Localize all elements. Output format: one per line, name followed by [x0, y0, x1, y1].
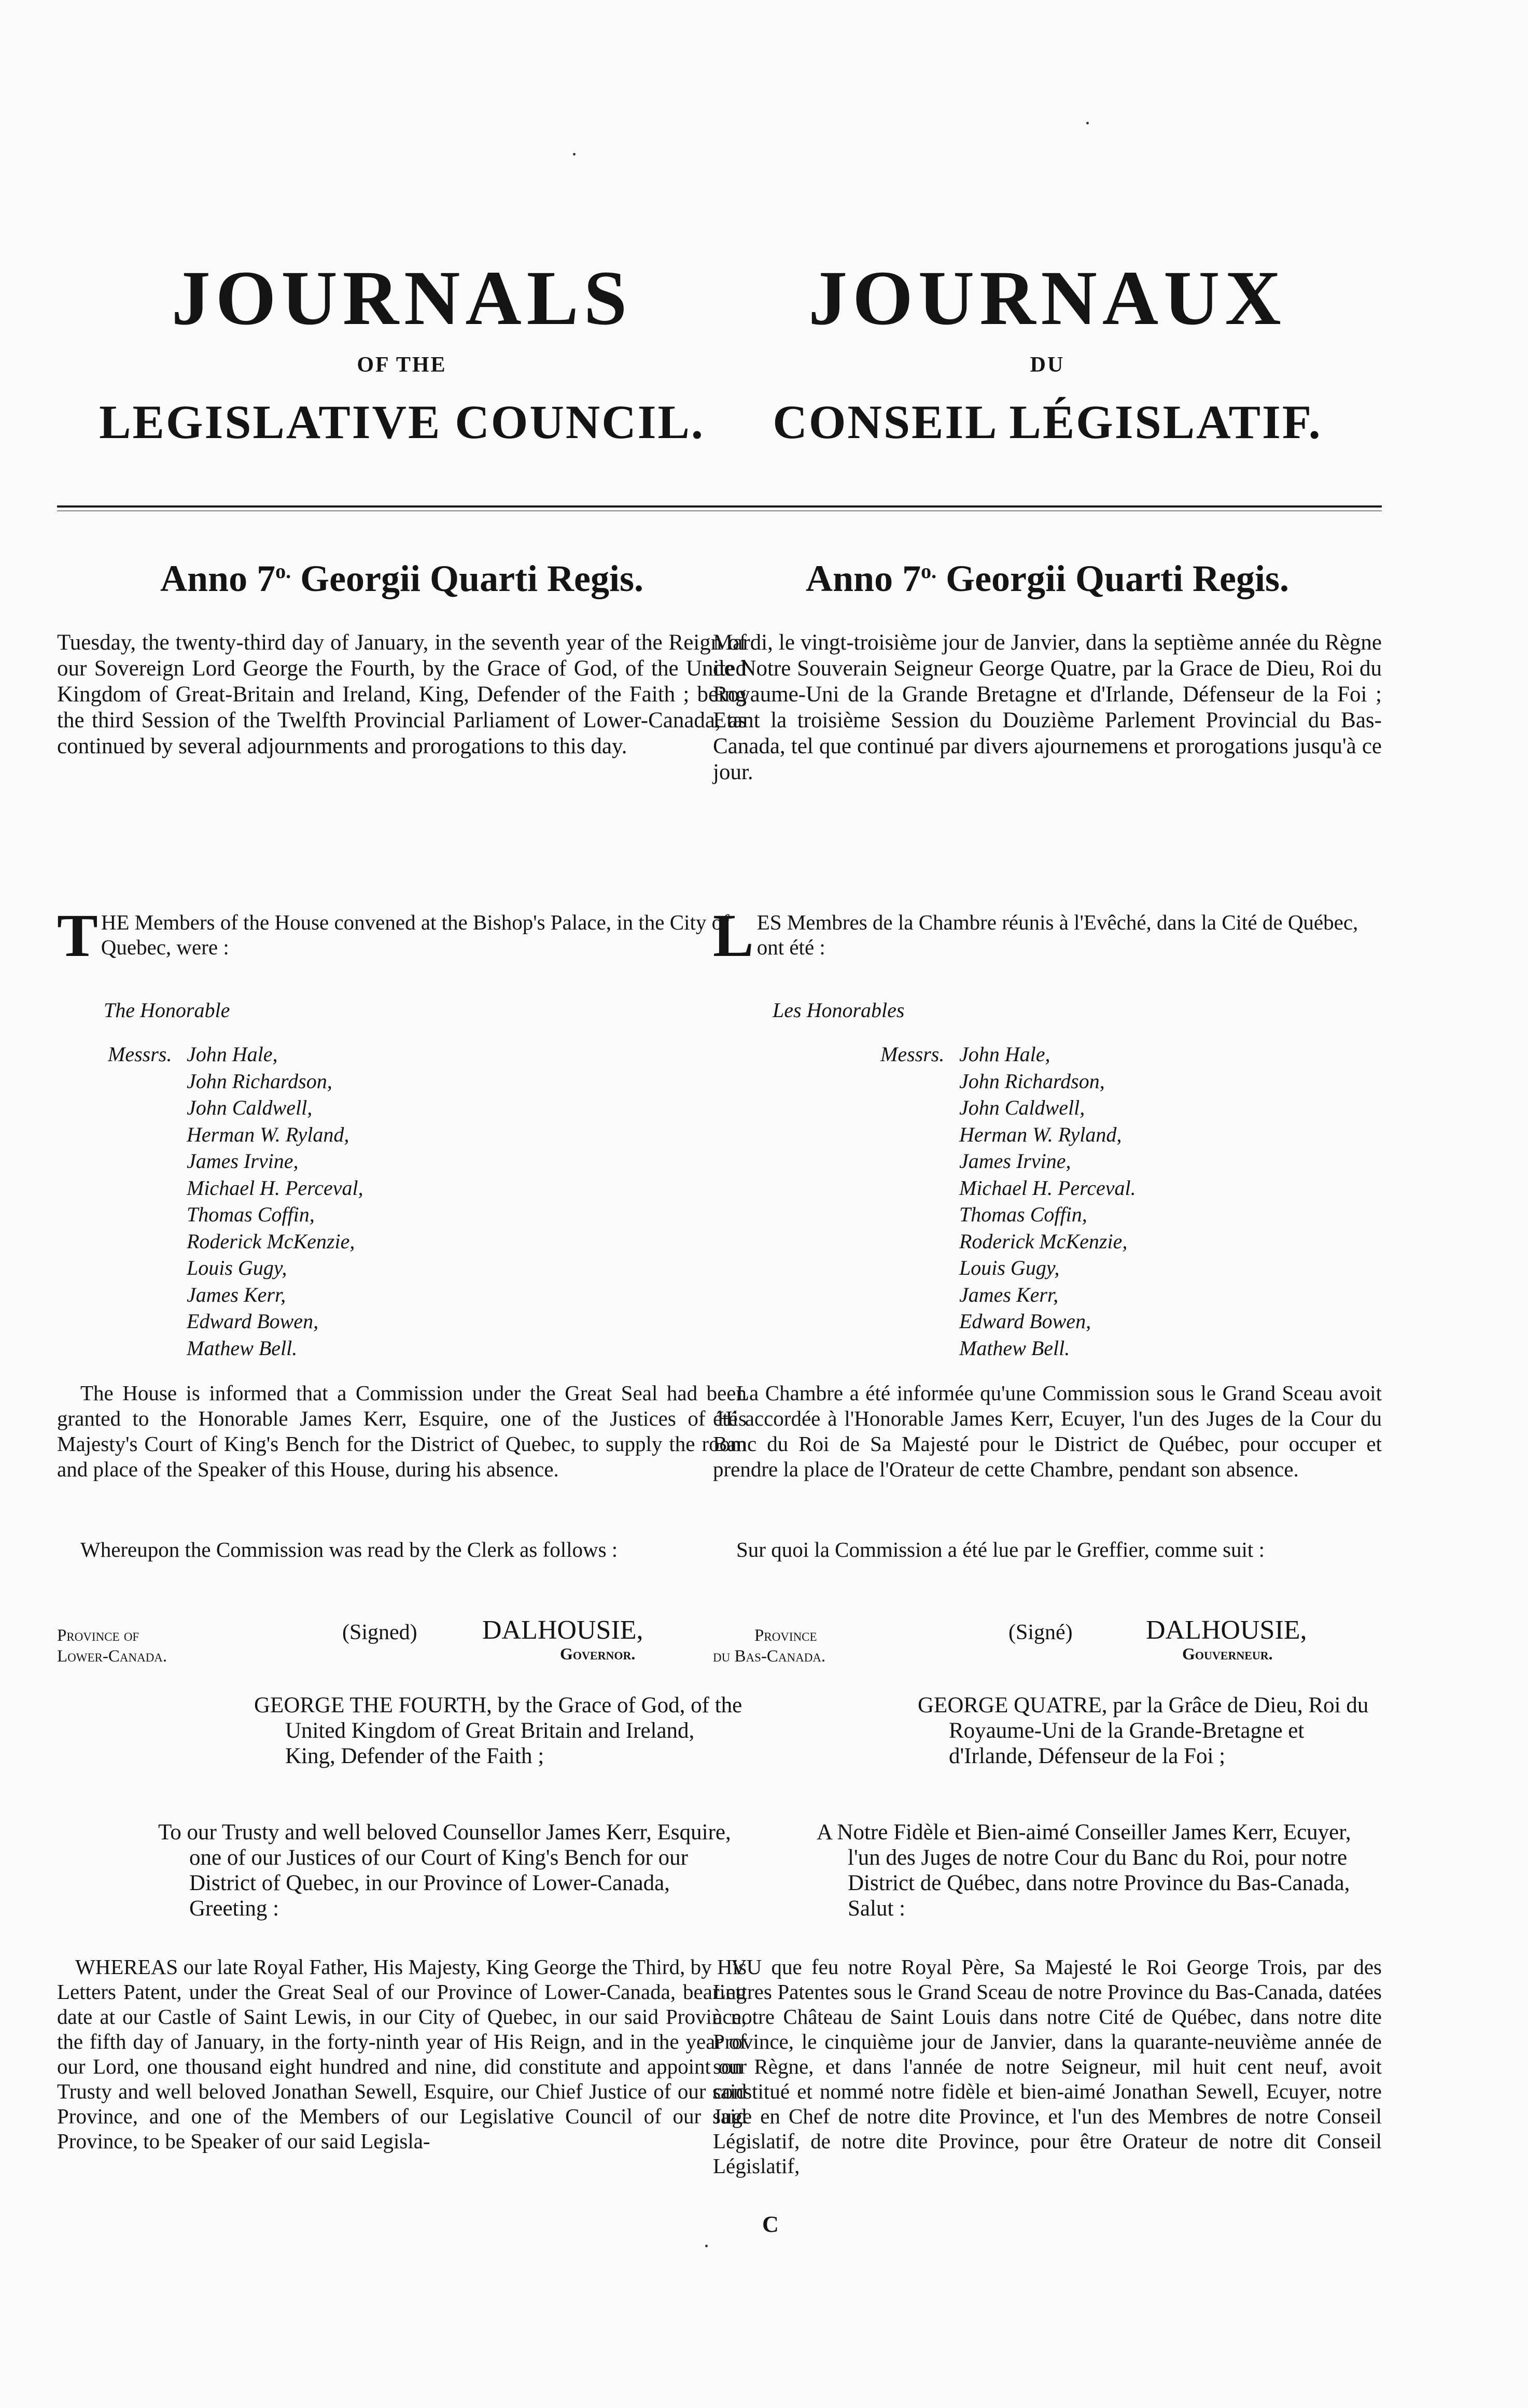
french-dropcap: L: [713, 902, 754, 969]
print-speck: [705, 2245, 708, 2247]
english-governor-name: DALHOUSIE,: [482, 1615, 643, 1645]
member-name: Messrs. John Hale,: [880, 1043, 1050, 1066]
english-preamble: Tuesday, the twenty-third day of January, in the seventh year of the Reign of our Sovereign Lord George the Fourth, by the Grace of God, of the United Kingdom of Great-Britain and Ireland, King, Defender of the Faith ; being the third Session of the Twelfth Provincial Parliament of Lower-Canada, as continued by several adjournments and prorogations to this day.: [57, 630, 747, 758]
member-name: Herman W. Ryland,: [959, 1122, 1122, 1146]
french-commission-paragraph: La Chambre a été informée qu'une Commission sous le Grand Sceau avoit été accordée à l'Honorable James Kerr, Ecuyer, l'un des Juges de la Cour du Banc du Roi de Sa Majesté pour le District de Québec, pour occuper et prendre la place de l'Orateur de cette Chambre, pendant son absence.: [713, 1381, 1382, 1481]
french-governor-name: DALHOUSIE,: [1146, 1615, 1307, 1645]
member-name: Edward Bowen,: [187, 1309, 319, 1333]
member-name: Louis Gugy,: [187, 1256, 287, 1279]
member-name: Roderick McKenzie,: [959, 1229, 1128, 1253]
english-anno-heading: Anno $7^{o.}$ Georgii Quarti Regis.: [160, 558, 643, 599]
member-name: John Caldwell,: [187, 1096, 313, 1119]
french-to-trusty: A Notre Fidèle et Bien-aimé Conseiller James Kerr, Ecuyer, l'un des Juges de notre Cour du Banc du Roi, pour notre District de Québec, dans notre Province du Bas-Canada, Salut :: [817, 1820, 1351, 1921]
member-name: Mathew Bell.: [959, 1336, 1070, 1360]
english-members-intro: THE Members of the House convened at the Bishop's Palace, in the City of Quebec, were :: [57, 902, 730, 969]
english-main-title: JOURNALS: [171, 255, 633, 341]
member-name: Mathew Bell.: [187, 1336, 298, 1360]
member-name: Roderick McKenzie,: [187, 1229, 355, 1253]
member-name: Thomas Coffin,: [187, 1203, 315, 1226]
member-name: James Irvine,: [187, 1149, 299, 1173]
english-honorable-label: The Honorable: [104, 998, 230, 1022]
member-name: Michael H. Perceval.: [959, 1176, 1136, 1200]
english-dropcap: T: [57, 902, 98, 969]
english-subtitle: OF THE: [357, 353, 447, 377]
french-title-rule: [713, 505, 1382, 508]
member-name: Thomas Coffin,: [959, 1203, 1087, 1226]
french-signed-label: (Signé): [1008, 1621, 1073, 1644]
signature-mark: C: [762, 2212, 779, 2237]
french-governor-title: Gouverneur.: [1182, 1644, 1273, 1663]
english-king-address: GEORGE THE FOURTH, by the Grace of God, of the United Kingdom of Great Britain and Ireland, King, Defender of the Faith ;: [254, 1693, 742, 1768]
member-name: James Kerr,: [187, 1283, 286, 1306]
english-title-rule: [57, 505, 747, 508]
member-name: James Irvine,: [959, 1149, 1071, 1173]
member-name: Messrs. John Hale,: [108, 1043, 278, 1066]
english-signed-label: (Signed): [342, 1621, 417, 1644]
french-main-title: JOURNAUX: [808, 255, 1286, 341]
print-speck: [1086, 122, 1089, 124]
english-council-title: LEGISLATIVE COUNCIL.: [99, 396, 705, 448]
print-speck: [573, 153, 576, 156]
french-members-intro: LES Membres de la Chambre réunis à l'Evêché, dans la Cité de Québec, ont été :: [713, 902, 1358, 969]
member-name: Edward Bowen,: [959, 1309, 1091, 1333]
english-member-list: [108, 1041, 363, 1361]
english-whereas: WHEREAS our late Royal Father, His Majesty, King George the Third, by His Letters Patent, under the Great Seal of our Province of Lower-Canada, bearing date at our Castle of Saint Lewis, in our City of Quebec, in our said Province, the fifth day of January, in the forty-ninth year of His Reign, and in the year of our Lord, one thousand eight hundred and nine, did constitute and appoint our Trusty and well beloved Jonathan Sewell, Esquire, our Chief Justice of our said Province, and one of the Members of our Legislative Council of our said Province, to be Speaker of our said Legisla-: [57, 1955, 747, 2153]
french-preamble: Mardi, le vingt-troisième jour de Janvier, dans la septième année du Règne de Notre Souverain Seigneur George Quatre, par la Grace de Dieu, Roi du Royaume-Uni de la Grande Bretagne et d'Irlande, Défenseur de la Foi ; Etant la troisième Session du Douzième Parlement Provincial du Bas-Canada, tel que continué par divers ajournemens et prorogations jusqu'à ce jour.: [713, 630, 1382, 784]
member-name: Herman W. Ryland,: [187, 1122, 349, 1146]
member-name: John Richardson,: [959, 1069, 1105, 1093]
french-whereupon: Sur quoi la Commission a été lue par le Greffier, comme suit :: [736, 1538, 1265, 1561]
english-governor-title: Governor.: [560, 1644, 636, 1663]
member-name: John Richardson,: [187, 1069, 332, 1093]
english-whereupon: Whereupon the Commission was read by the Clerk as follows :: [80, 1538, 618, 1561]
french-honorable-label: Les Honorables: [773, 998, 905, 1022]
french-council-title: CONSEIL LÉGISLATIF.: [773, 396, 1322, 448]
member-name: Michael H. Perceval,: [187, 1176, 363, 1200]
member-name: John Caldwell,: [959, 1096, 1085, 1119]
member-name: James Kerr,: [959, 1283, 1059, 1306]
french-province-label: Province du Bas-Canada.: [713, 1626, 826, 1666]
french-king-address: GEORGE QUATRE, par la Grâce de Dieu, Roi du Royaume-Uni de la Grande-Bretagne et d'Irlande, Défenseur de la Foi ;: [918, 1693, 1369, 1768]
french-whereas: VU que feu notre Royal Père, Sa Majesté le Roi George Trois, par des Lettres Patentes sous le Grand Sceau de notre Province du Bas-Canada, datées à notre Château de Saint Louis dans notre Cité de Québec, dans notre dite Province, le cinquième jour de Janvier, dans la quarante-neuvième année de son Règne, et dans l'année de notre Seigneur, mil huit cent neuf, avoit constitué et nommé notre fidèle et bien-aimé Jonathan Sewell, Ecuyer, notre Juge en Chef de notre dite Province, et l'un des Membres de notre Conseil Législatif, de notre dite Province, pour être Orateur de notre dit Conseil Législatif,: [713, 1955, 1382, 2178]
english-province-label: Province of Lower-Canada.: [57, 1626, 167, 1666]
french-member-list: [880, 1041, 1136, 1361]
member-name: Louis Gugy,: [959, 1256, 1060, 1279]
french-anno-heading: Anno $7^{o.}$ Georgii Quarti Regis.: [806, 558, 1289, 599]
french-subtitle: DU: [1030, 353, 1065, 377]
english-to-trusty: To our Trusty and well beloved Counsellor James Kerr, Esquire, one of our Justices of our Court of King's Bench for our District of Quebec, in our Province of Lower-Canada, Greeting :: [158, 1820, 731, 1921]
english-commission-paragraph: The House is informed that a Commission under the Great Seal had been granted to the Honorable James Kerr, Esquire, one of the Justices of His Majesty's Court of King's Bench for the District of Quebec, to supply the room and place of the Speaker of this House, during his absence.: [57, 1381, 747, 1481]
